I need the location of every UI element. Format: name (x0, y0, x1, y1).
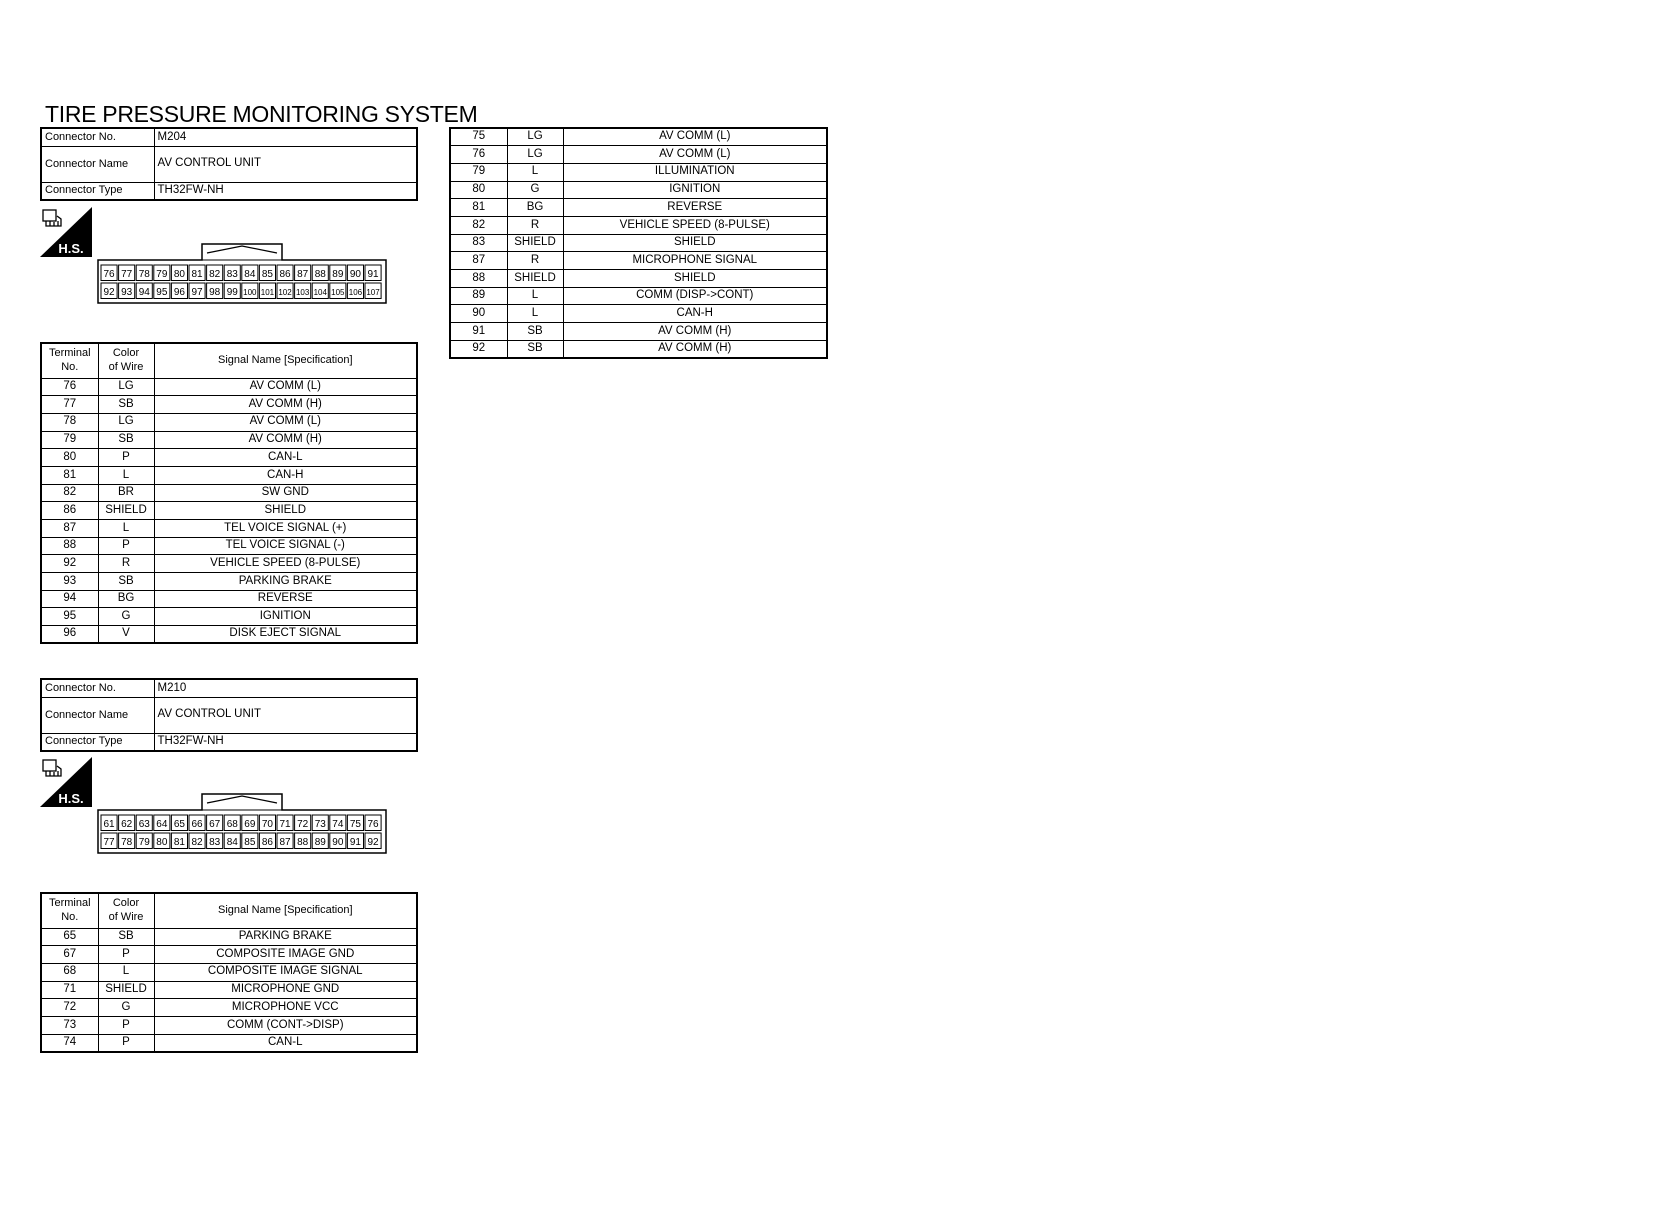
terminal-no-cell: 81 (41, 466, 98, 484)
wire-color-cell: LG (507, 128, 563, 146)
connector-pin-number: 76 (103, 269, 115, 280)
wire-color-cell: G (98, 999, 154, 1017)
terminal-row (41, 396, 417, 414)
signal-name-cell: SHIELD (563, 234, 827, 252)
terminal-row (450, 234, 827, 252)
wire-color-cell: SHIELD (507, 234, 563, 252)
connector-pin-number: 81 (191, 269, 203, 280)
wire-color-cell: LG (98, 413, 154, 431)
signal-name-cell: AV COMM (H) (154, 431, 417, 449)
connector-type-value: TH32FW-NH (154, 182, 417, 200)
terminal-row (41, 413, 417, 431)
connector-pin-number: 83 (209, 837, 221, 848)
connector-pin-number: 67 (209, 819, 221, 830)
terminal-no-header (41, 893, 98, 928)
connector-hand-icon (43, 760, 61, 776)
connector-pin-number: 82 (191, 837, 203, 848)
connector-pin-number: 92 (367, 837, 379, 848)
terminal-row (41, 466, 417, 484)
connector-no-value: M204 (154, 128, 417, 146)
connector-pin-number: 98 (209, 287, 221, 298)
signal-name-cell: AV COMM (L) (154, 413, 417, 431)
signal-name-cell: AV COMM (L) (154, 378, 417, 396)
wire-color-cell: L (98, 520, 154, 538)
connector-pin-number: 94 (138, 287, 150, 298)
connector-no-value: M210 (154, 679, 417, 697)
terminal-no-cell: 74 (41, 1034, 98, 1052)
harness-side-icon (40, 207, 92, 257)
wire-color-cell: SHIELD (507, 270, 563, 288)
terminal-no-cell: 80 (450, 181, 507, 199)
connector-pin-number: 65 (173, 819, 186, 830)
connector-pin-number: 66 (191, 819, 203, 830)
terminal-no-cell: 88 (41, 537, 98, 555)
signal-name-cell: REVERSE (154, 590, 417, 608)
terminal-no-cell: 87 (41, 520, 98, 538)
terminal-no-cell: 90 (450, 305, 507, 323)
connector-pin-number: 62 (121, 819, 133, 830)
terminal-no-cell: 94 (41, 590, 98, 608)
connector-pin-number: 70 (261, 819, 274, 830)
wire-color-cell: R (507, 252, 563, 270)
terminal-table-m204 (40, 342, 418, 644)
signal-name-cell: CAN-L (154, 1034, 417, 1052)
connector-pin-number: 89 (314, 837, 326, 848)
terminal-no-header-line1: Terminal (48, 347, 91, 359)
signal-name-cell: SHIELD (154, 502, 417, 520)
connector-info-table-m204 (40, 127, 418, 201)
connector-pin-number: 86 (279, 269, 291, 280)
terminal-no-cell: 83 (450, 234, 507, 252)
wire-color-cell: SB (507, 340, 563, 358)
terminal-no-cell: 73 (41, 1016, 98, 1034)
connector-pin-number: 91 (367, 269, 379, 280)
connector-pin-number: 86 (261, 837, 274, 848)
wire-color-cell: SB (98, 928, 154, 946)
terminal-no-cell: 96 (41, 626, 98, 644)
wire-color-cell: LG (507, 146, 563, 164)
signal-name-header: Signal Name [Specification] (154, 893, 417, 928)
terminal-row (450, 181, 827, 199)
terminal-no-cell: 76 (450, 146, 507, 164)
terminal-row (41, 431, 417, 449)
signal-name-cell: AV COMM (H) (563, 340, 827, 358)
wire-color-cell: BG (507, 199, 563, 217)
connector-pin-number: 79 (138, 837, 150, 848)
connector-pin-number: 90 (349, 269, 362, 280)
connector-pin-number: 77 (121, 269, 133, 280)
connector-pin-number: 81 (173, 837, 186, 848)
terminal-no-cell: 72 (41, 999, 98, 1017)
connector-pin-number: 90 (332, 837, 344, 848)
terminal-row (41, 1034, 417, 1052)
terminal-row (450, 340, 827, 358)
connector-pin-number: 80 (173, 269, 186, 280)
terminal-row (41, 484, 417, 502)
connector-type-value: TH32FW-NH (154, 733, 417, 751)
terminal-no-cell: 82 (450, 216, 507, 234)
signal-name-cell: REVERSE (563, 199, 827, 217)
terminal-row (450, 163, 827, 181)
wire-color-cell: R (98, 555, 154, 573)
connector-type-label: Connector Type (41, 182, 154, 200)
hs-icon-label: H.S. (58, 791, 84, 806)
wire-color-cell: V (98, 626, 154, 644)
connector-face-m204 (97, 243, 387, 305)
terminal-no-cell: 89 (450, 287, 507, 305)
terminal-no-cell: 79 (450, 163, 507, 181)
signal-name-cell: MICROPHONE VCC (154, 999, 417, 1017)
terminal-row (41, 608, 417, 626)
wire-color-header-line1: Color (112, 897, 140, 909)
signal-name-cell: COMPOSITE IMAGE GND (154, 946, 417, 964)
signal-name-cell: AV COMM (H) (154, 396, 417, 414)
signal-name-cell: MICROPHONE SIGNAL (563, 252, 827, 270)
connector-pin-number: 99 (226, 287, 238, 298)
terminal-row (41, 537, 417, 555)
connector-pin-number: 72 (297, 819, 309, 830)
signal-name-cell: COMPOSITE IMAGE SIGNAL (154, 963, 417, 981)
connector-pin-number: 82 (209, 269, 221, 280)
connector-pin-number: 93 (121, 287, 133, 298)
terminal-row (450, 287, 827, 305)
terminal-no-cell: 79 (41, 431, 98, 449)
connector-pin-number: 76 (367, 819, 379, 830)
terminal-no-cell: 92 (450, 340, 507, 358)
connector-name-label: Connector Name (41, 697, 154, 733)
terminal-row (450, 128, 827, 146)
terminal-no-cell: 75 (450, 128, 507, 146)
connector-info-table-m210 (40, 678, 418, 752)
signal-name-cell: CAN-H (154, 466, 417, 484)
wire-color-cell: P (98, 1034, 154, 1052)
terminal-row (41, 520, 417, 538)
wire-color-cell: L (98, 963, 154, 981)
connector-pin-number: 103 (295, 288, 310, 297)
connector-pin-number: 79 (156, 269, 168, 280)
connector-pin-number: 97 (191, 287, 203, 298)
terminal-no-cell: 80 (41, 449, 98, 467)
connector-pin-number: 106 (348, 288, 363, 297)
wire-color-header (98, 893, 154, 928)
terminal-row (41, 449, 417, 467)
terminal-no-cell: 91 (450, 323, 507, 341)
connector-name-value: AV CONTROL UNIT (154, 146, 417, 182)
wire-color-cell: SB (98, 573, 154, 591)
terminal-row (41, 590, 417, 608)
signal-name-cell: IGNITION (154, 608, 417, 626)
terminal-row (41, 981, 417, 999)
terminal-row (450, 216, 827, 234)
signal-name-cell: IGNITION (563, 181, 827, 199)
terminal-no-header-line2: No. (61, 360, 79, 373)
terminal-no-cell: 82 (41, 484, 98, 502)
terminal-no-header-line1: Terminal (48, 897, 91, 909)
connector-pin-number: 61 (103, 819, 115, 830)
terminal-no-cell: 68 (41, 963, 98, 981)
terminal-row (41, 999, 417, 1017)
wire-color-cell: P (98, 537, 154, 555)
connector-type-label: Connector Type (41, 733, 154, 751)
signal-name-cell: VEHICLE SPEED (8-PULSE) (154, 555, 417, 573)
connector-pin-number: 96 (173, 287, 186, 298)
terminal-no-cell: 93 (41, 573, 98, 591)
terminal-row (450, 323, 827, 341)
wire-color-cell: LG (98, 378, 154, 396)
connector-name-value: AV CONTROL UNIT (154, 697, 417, 733)
connector-pin-number: 63 (138, 819, 150, 830)
wire-color-header-line2: of Wire (108, 360, 144, 373)
wire-color-header-line2: of Wire (108, 910, 144, 923)
harness-side-icon (40, 757, 92, 807)
terminal-row (41, 928, 417, 946)
terminal-no-cell: 95 (41, 608, 98, 626)
connector-pin-number: 100 (243, 288, 257, 297)
signal-name-header: Signal Name [Specification] (154, 343, 417, 378)
terminal-no-cell: 77 (41, 396, 98, 414)
signal-name-cell: PARKING BRAKE (154, 573, 417, 591)
wire-color-cell: P (98, 1016, 154, 1034)
signal-name-cell: AV COMM (H) (563, 323, 827, 341)
connector-pin-number: 74 (332, 819, 344, 830)
hs-icon-label: H.S. (58, 241, 84, 256)
wire-color-cell: SB (98, 396, 154, 414)
terminal-no-header-line2: No. (61, 910, 79, 923)
connector-pin-number: 80 (156, 837, 168, 848)
connector-pin-number: 92 (103, 287, 115, 298)
terminal-row (41, 378, 417, 396)
terminal-no-cell: 65 (41, 928, 98, 946)
terminal-row (450, 146, 827, 164)
terminal-no-cell: 92 (41, 555, 98, 573)
connector-pin-number: 73 (314, 819, 326, 830)
connector-hand-icon (43, 210, 61, 226)
connector-no-label: Connector No. (41, 679, 154, 697)
connector-name-label: Connector Name (41, 146, 154, 182)
signal-name-cell: PARKING BRAKE (154, 928, 417, 946)
wire-color-cell: G (507, 181, 563, 199)
connector-pin-number: 95 (156, 287, 168, 298)
wire-color-cell: L (507, 287, 563, 305)
terminal-row (41, 626, 417, 644)
connector-pin-number: 77 (103, 837, 115, 848)
page-title: TIRE PRESSURE MONITORING SYSTEM (45, 101, 478, 127)
signal-name-cell: ILLUMINATION (563, 163, 827, 181)
signal-name-cell: CAN-H (563, 305, 827, 323)
signal-name-cell: DISK EJECT SIGNAL (154, 626, 417, 644)
terminal-table-m210 (40, 892, 418, 1053)
connector-pin-number: 78 (121, 837, 133, 848)
connector-pin-number: 101 (260, 288, 275, 297)
connector-pin-number: 88 (297, 837, 309, 848)
connector-pin-number: 102 (278, 288, 292, 297)
wire-color-header (98, 343, 154, 378)
wire-color-cell: P (98, 449, 154, 467)
terminal-no-cell: 88 (450, 270, 507, 288)
connector-pin-number: 78 (138, 269, 150, 280)
connector-face-m210 (97, 793, 387, 855)
wire-color-cell: BR (98, 484, 154, 502)
terminal-row (41, 1016, 417, 1034)
connector-pin-number: 87 (297, 269, 309, 280)
wire-color-cell: BG (98, 590, 154, 608)
signal-name-cell: AV COMM (L) (563, 128, 827, 146)
connector-pin-number: 85 (261, 269, 274, 280)
terminal-row (450, 270, 827, 288)
wire-color-cell: SB (507, 323, 563, 341)
wire-color-cell: SHIELD (98, 502, 154, 520)
connector-pin-number: 104 (313, 288, 327, 297)
wire-color-cell: G (98, 608, 154, 626)
connector-pin-number: 69 (244, 819, 256, 830)
connector-pin-number: 84 (244, 269, 256, 280)
terminal-row (41, 946, 417, 964)
signal-name-cell: SHIELD (563, 270, 827, 288)
wire-color-header-line1: Color (112, 347, 140, 359)
wire-color-cell: L (507, 305, 563, 323)
terminal-row (41, 555, 417, 573)
terminal-no-cell: 86 (41, 502, 98, 520)
signal-name-cell: COMM (CONT->DISP) (154, 1016, 417, 1034)
terminal-row (450, 199, 827, 217)
wire-color-cell: SB (98, 431, 154, 449)
connector-pin-number: 68 (226, 819, 238, 830)
terminal-table-m210-continued (449, 127, 828, 359)
connector-pin-number: 107 (366, 288, 380, 297)
terminal-row (450, 305, 827, 323)
signal-name-cell: AV COMM (L) (563, 146, 827, 164)
wire-color-cell: R (507, 216, 563, 234)
signal-name-cell: SW GND (154, 484, 417, 502)
connector-pin-number: 89 (332, 269, 344, 280)
terminal-row (41, 502, 417, 520)
wire-color-cell: P (98, 946, 154, 964)
signal-name-cell: COMM (DISP->CONT) (563, 287, 827, 305)
signal-name-cell: TEL VOICE SIGNAL (+) (154, 520, 417, 538)
connector-pin-number: 105 (331, 288, 345, 297)
signal-name-cell: CAN-L (154, 449, 417, 467)
signal-name-cell: TEL VOICE SIGNAL (-) (154, 537, 417, 555)
terminal-no-cell: 76 (41, 378, 98, 396)
terminal-no-header (41, 343, 98, 378)
connector-pin-number: 87 (279, 837, 291, 848)
connector-no-label: Connector No. (41, 128, 154, 146)
connector-pin-number: 75 (349, 819, 362, 830)
terminal-row (41, 573, 417, 591)
wire-color-cell: L (507, 163, 563, 181)
connector-pin-number: 83 (226, 269, 238, 280)
terminal-no-cell: 71 (41, 981, 98, 999)
connector-pin-number: 91 (349, 837, 362, 848)
terminal-row (450, 252, 827, 270)
connector-pin-number: 85 (244, 837, 256, 848)
connector-pin-number: 64 (156, 819, 168, 830)
signal-name-cell: MICROPHONE GND (154, 981, 417, 999)
connector-pin-number: 84 (226, 837, 238, 848)
signal-name-cell: VEHICLE SPEED (8-PULSE) (563, 216, 827, 234)
terminal-row (41, 963, 417, 981)
wire-color-cell: SHIELD (98, 981, 154, 999)
terminal-no-cell: 87 (450, 252, 507, 270)
wire-color-cell: L (98, 466, 154, 484)
terminal-no-cell: 67 (41, 946, 98, 964)
connector-pin-number: 71 (279, 819, 291, 830)
connector-pin-number: 88 (314, 269, 326, 280)
terminal-no-cell: 81 (450, 199, 507, 217)
terminal-no-cell: 78 (41, 413, 98, 431)
